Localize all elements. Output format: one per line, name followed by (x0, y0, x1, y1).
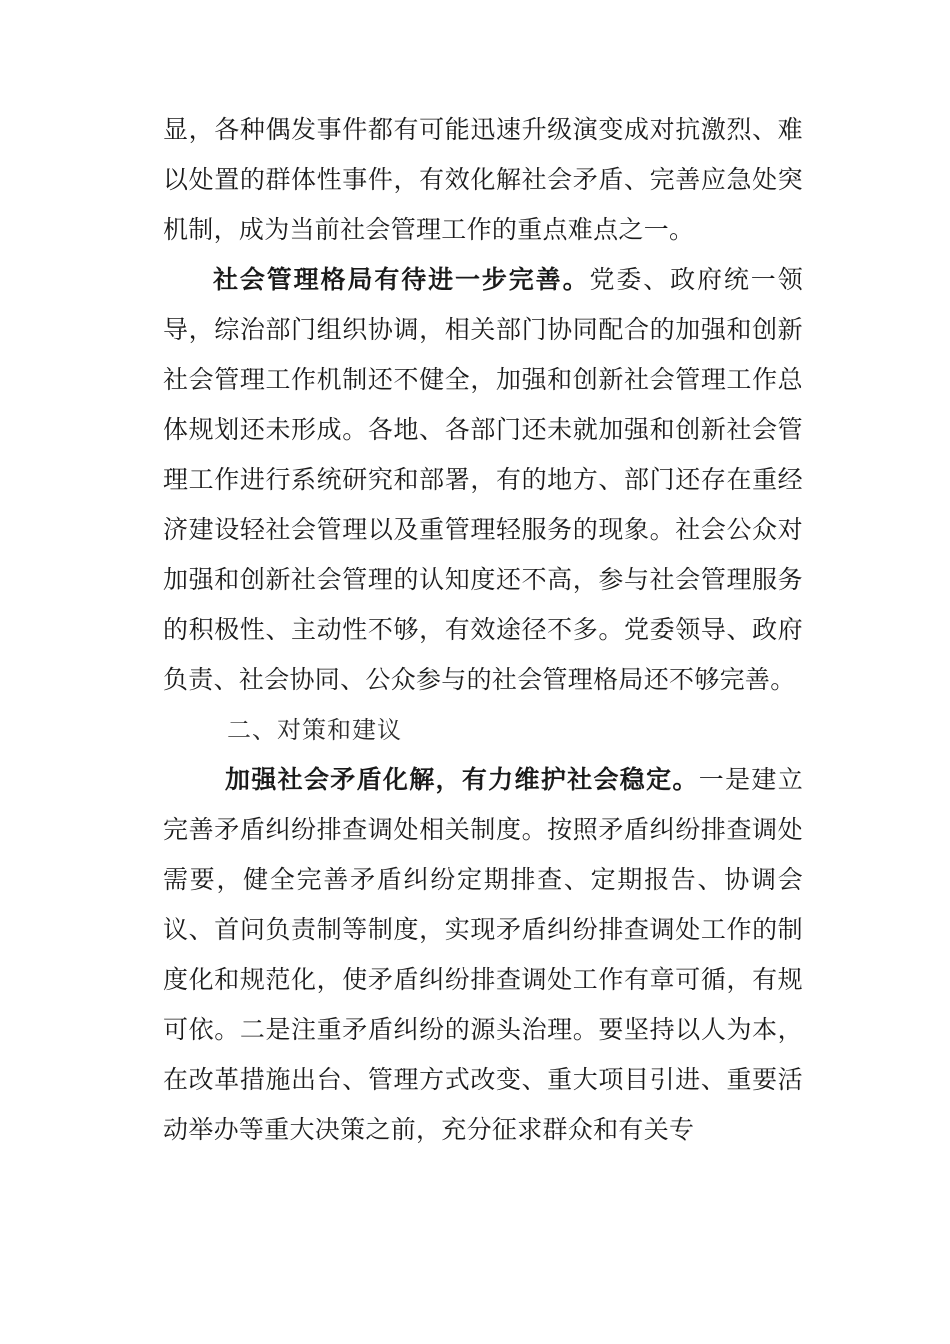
paragraph-conflict-resolution (163, 755, 803, 1155)
paragraph-lead-sentence: 社会管理格局有待进一步完善。 (213, 265, 590, 294)
paragraph-social-management-pattern (163, 255, 803, 705)
document-body (163, 105, 803, 1155)
paragraph-continuation (163, 105, 803, 255)
paragraph-text: 党委、政府统一领导，综治部门组织协调，相关部门协同配合的加强和创新社会管理工作机制还不健全，加强和创新社会管理工作总体规划还未形成。各地、各部门还未就加强和创新社会管理工作进行系统研究和部署，有的地方、部门还存在重经济建设轻社会管理以及重管理轻服务的现象。社会公众对加强和创新社会管理的认知度还不高，参与社会管理服务的积极性、主动性不够，有效途径不多。党委领导、政府负责、社会协同、公众参与的社会管理格局还不够完善。 (163, 265, 803, 694)
paragraph-text: 一是建立完善矛盾纠纷排查调处相关制度。按照矛盾纠纷排查调处需要，健全完善矛盾纠纷定期排查、定期报告、协调会议、首问负责制等制度，实现矛盾纠纷排查调处工作的制度化和规范化，使矛盾纠纷排查调处工作有章可循，有规可依。二是注重矛盾纠纷的源头治理。要坚持以人为本，在改革措施出台、管理方式改变、重大项目引进、重要活动举办等重大决策之前，充分征求群众和有关专 (163, 765, 804, 1144)
paragraph-text: 显，各种偶发事件都有可能迅速升级演变成对抗激烈、难以处置的群体性事件，有效化解社会矛盾、完善应急处突机制，成为当前社会管理工作的重点难点之一。 (163, 115, 803, 244)
section-heading: 二、对策和建议 (227, 716, 402, 744)
paragraph-lead-sentence: 加强社会矛盾化解，有力维护社会稳定。 (225, 765, 699, 794)
